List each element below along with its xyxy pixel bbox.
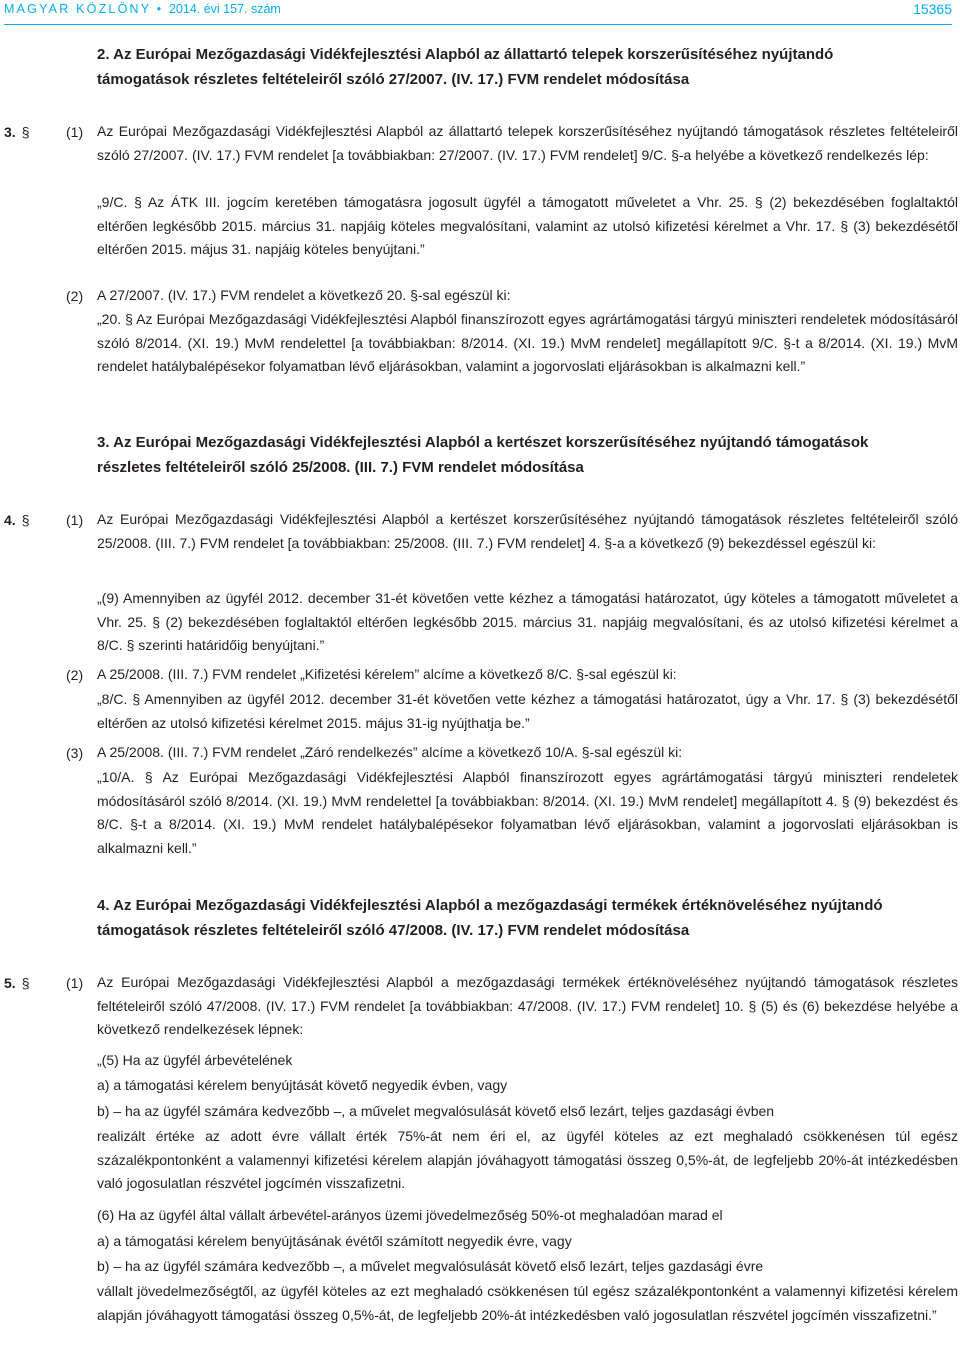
paragraph-number: (1): [66, 512, 84, 528]
section-3-paragraph-2: A 27/2007. (IV. 17.) FVM rendelet a következő 20. §-sal egészül ki:: [97, 287, 511, 303]
page-number: 15365: [913, 1, 952, 17]
section-5-quote-line: a) a támogatási kérelem benyújtását követő negyedik évben, vagy: [97, 1077, 508, 1093]
paragraph-number: (1): [66, 975, 84, 991]
section-5-quote-line: b) – ha az ügyfél számára kedvezőbb –, a művelet megvalósulását követő első lezárt, teljes gazdasági évben: [97, 1103, 775, 1119]
paragraph-number: (2): [66, 288, 84, 304]
section-4-paragraph-1: Az Európai Mezőgazdasági Vidékfejlesztési Alapból a kertészet korszerűsítéséhez nyújtandó támogatások részletes feltételeiről szóló 25/2008. (III. 7.) FVM rendelet [a továbbiakban: 25/2008. (III. 7.) FVM rendelet] 4. §-a a következő (9) bekezdéssel egészül ki:: [97, 511, 958, 551]
paragraph-number: (2): [66, 667, 84, 683]
section-3-label: 3. §: [4, 124, 30, 140]
paragraph-number: (1): [66, 124, 84, 140]
section-3-quote-1: „9/C. § Az ÁTK III. jogcím keretében támogatásra jogosult ügyfél a támogatott műveletet a Vhr. 25. § (2) bekezdésében foglaltaktól eltérően legkésőbb 2015. március 31. napjáig köteles megvalósítani, valamint az utolsó kifizetési kérelmet a Vhr. 17. § (3) bekezdésétől eltérően 2015. május 31. napjáig köteles benyújtani.”: [97, 194, 958, 258]
section-4-quote-1: „(9) Amennyiben az ügyfél 2012. december 31-ét követően vette kézhez a támogatási határozatot, úgy köteles a támogatott műveletet a Vhr. 25. § (2) bekezdésében foglaltaktól eltérően legkésőbb 2015. március 31. napjáig megvalósítani, és az utolsó kifizetési kérelmet a 8/C. § szerinti határidőig benyújtani.”: [97, 590, 958, 654]
section-5-quote-paragraph: realizált értéke az adott évre vállalt érték 75%-át nem éri el, az ügyfél köteles az ezt meghaladó csökkenésen túl egész százalékpontonként a valamennyi kifizetési kérelem alapján jóváhagyott támogatási összeg 0,5%-át, de legfeljebb 20%-át intézkedésben való jogosulatlan részvétel jogcímén visszafizetni.: [97, 1128, 958, 1192]
journal-title: MAGYAR KÖZLÖNY • 2014. évi 157. szám: [4, 2, 281, 16]
section-5-quote-line: b) – ha az ügyfél számára kedvezőbb –, a művelet megvalósulását követő első lezárt, teljes gazdasági évre: [97, 1258, 764, 1274]
page-header: [4, 2, 952, 25]
section-5-quote-line: a) a támogatási kérelem benyújtásának évétől számított negyedik évre, vagy: [97, 1233, 572, 1249]
section-4-quote-2: „8/C. § Amennyiben az ügyfél 2012. december 31-ét követően vette kézhez a támogatási határozatot, úgy a Vhr. 17. § (3) bekezdésétől eltérően az utolsó kifizetési kérelmet 2015. május 31-ig nyújthatja be.”: [97, 691, 958, 731]
section-4-quote-3: „10/A. § Az Európai Mezőgazdasági Vidékfejlesztési Alapból finanszírozott egyes agrártámogatási tárgyú miniszteri rendeletek módosításáról szóló 8/2014. (XI. 19.) MvM rendelettel [a továbbiakban: 8/2014. (XI. 19.) MvM rendelet] megállapított 4. § (9) bekezdést és 8/C. §-t a 8/2014. (XI. 19.) MvM rendelet hatálybalépésekor folyamatban lévő eljárásokban, valamint a jogorvoslati eljárásokban is alkalmazni kell.”: [97, 769, 958, 856]
section-4-paragraph-2: A 25/2008. (III. 7.) FVM rendelet „Kifizetési kérelem” alcíme a következő 8/C. §-sal egészül ki:: [97, 666, 677, 682]
section-5-label: 5. §: [4, 975, 30, 991]
section-5-quote-paragraph: vállalt jövedelmezőségtől, az ügyfél köteles az ezt meghaladó csökkenésen túl egész százalékpontonként a valamennyi kifizetési kérelem alapján jóváhagyott támogatási összeg 0,5%-át, de legfeljebb 20%-át intézkedésben való jogosulatlan részvétel jogcímén visszafizetni.”: [97, 1283, 958, 1323]
section-5-quote-line: „(5) Ha az ügyfél árbevételének: [97, 1052, 293, 1068]
section-5-quote-line: (6) Ha az ügyfél által vállalt árbevétel-arányos üzemi jövedelmezőség 50%-ot meghaladóan marad el: [97, 1207, 723, 1223]
section-4-label: 4. §: [4, 512, 30, 528]
chapter-title-2: 2. Az Európai Mezőgazdasági Vidékfejlesztési Alapból az állattartó telepek korszerűsítéséhez nyújtandó támogatások részletes feltételeiről szóló 27/2007. (IV. 17.) FVM rendelet módosítása: [97, 46, 834, 88]
section-4-paragraph-3: A 25/2008. (III. 7.) FVM rendelet „Záró rendelkezés” alcíme a következő 10/A. §-sal egészül ki:: [97, 744, 683, 760]
paragraph-number: (3): [66, 745, 84, 761]
section-5-paragraph-1: Az Európai Mezőgazdasági Vidékfejlesztési Alapból a mezőgazdasági termékek értéknöveléséhez nyújtandó támogatások részletes feltételeiről szóló 47/2008. (IV. 17.) FVM rendelet [a továbbiakban: 47/2008. (IV. 17.) FVM rendelet] 10. § (5) és (6) bekezdése helyébe a következő rendelkezések lépnek:: [97, 974, 958, 1038]
chapter-title-3: 3. Az Európai Mezőgazdasági Vidékfejlesztési Alapból a kertészet korszerűsítéséhez nyújtandó támogatások részletes feltételeiről szóló 25/2008. (III. 7.) FVM rendelet módosítása: [97, 434, 869, 476]
section-3-quote-2: „20. § Az Európai Mezőgazdasági Vidékfejlesztési Alapból finanszírozott egyes agrártámogatási tárgyú miniszteri rendeletek módosításáról szóló 8/2014. (XI. 19.) MvM rendelettel [a továbbiakban: 8/2014. (XI. 19.) MvM rendelet] megállapított 9/C. §-t a 8/2014. (XI. 19.) MvM rendelet hatálybalépésekor folyamatban lévő eljárásokban, valamint a jogorvoslati eljárásokban is alkalmazni kell.”: [97, 311, 958, 375]
chapter-title-4: 4. Az Európai Mezőgazdasági Vidékfejlesztési Alapból a mezőgazdasági termékek értéknöveléséhez nyújtandó támogatások részletes feltételeiről szóló 47/2008. (IV. 17.) FVM rendelet módosítása: [97, 897, 883, 939]
section-3-paragraph-1: Az Európai Mezőgazdasági Vidékfejlesztési Alapból az állattartó telepek korszerűsítéséhez nyújtandó támogatások részletes feltételeiről szóló 27/2007. (IV. 17.) FVM rendelet [a továbbiakban: 27/2007. (IV. 17.) FVM rendelet] 9/C. §-a helyébe a következő rendelkezés lép:: [97, 123, 958, 163]
